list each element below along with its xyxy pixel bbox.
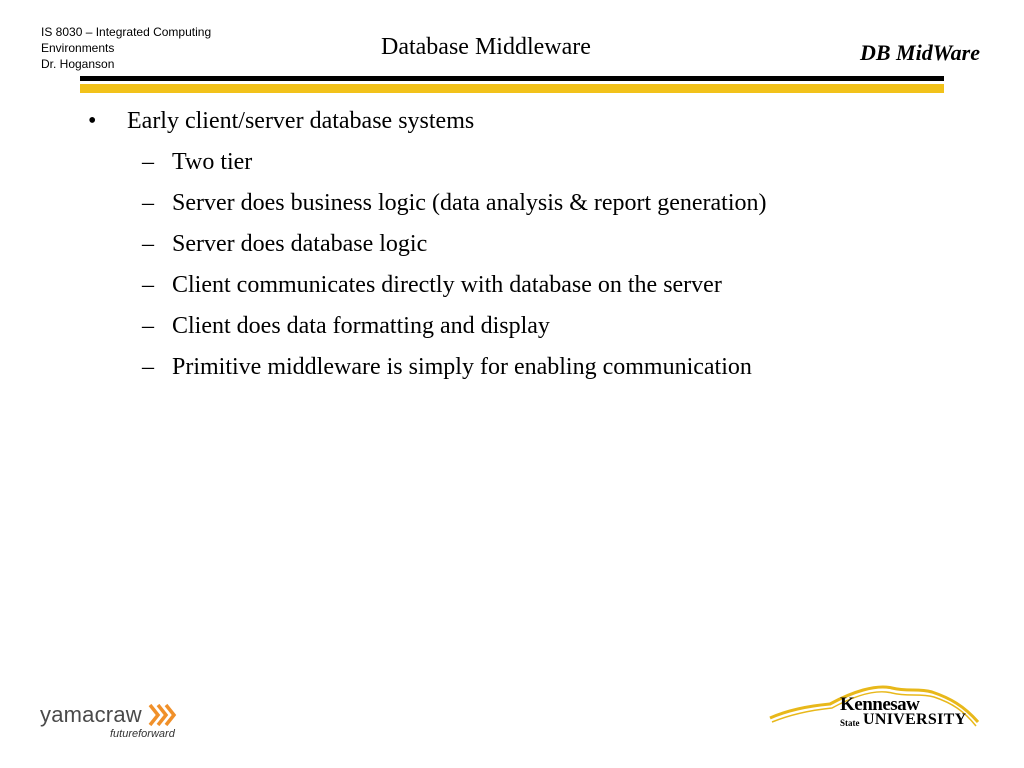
course-line-1: IS 8030 – Integrated Computing [41, 25, 212, 39]
bullet-marker: – [142, 272, 154, 298]
yamacraw-tagline: futureforward [110, 728, 175, 740]
yamacraw-logo [40, 700, 190, 744]
bullet-text: Early client/server database systems [127, 108, 475, 134]
ksu-university-text: UNIVERSITY [863, 711, 967, 728]
course-info [41, 24, 271, 72]
ksu-kennesaw-text: Kennesaw [840, 694, 920, 715]
header-rule-black [80, 76, 944, 81]
ksu-logo [768, 684, 982, 740]
bullet-text: Server does database logic [172, 231, 428, 257]
ksu-state-text: State [840, 718, 860, 728]
bullet-text: Two tier [172, 149, 253, 175]
course-line-2: Environments [41, 41, 115, 55]
slide-title: Database Middleware [381, 34, 591, 60]
bullet-marker: – [142, 354, 154, 380]
bullet-text: Primitive middleware is simply for enabling communication [172, 354, 752, 380]
short-title: DB MidWare [860, 40, 980, 65]
bullet-marker: • [88, 108, 97, 134]
chevrons-icon [148, 702, 178, 728]
bullet-marker: – [142, 190, 154, 216]
bullet-text: Server does business logic (data analysis & report generation) [172, 190, 767, 216]
yamacraw-wordmark: yamacraw [40, 702, 142, 727]
instructor-name: Dr. Hoganson [41, 57, 115, 71]
bullet-marker: – [142, 149, 154, 175]
header-rule-gold [80, 84, 944, 93]
bullet-marker: – [142, 313, 154, 339]
bullet-text: Client does data formatting and display [172, 313, 550, 339]
bullet-text: Client communicates directly with database on the server [172, 272, 722, 298]
bullet-marker: – [142, 231, 154, 257]
